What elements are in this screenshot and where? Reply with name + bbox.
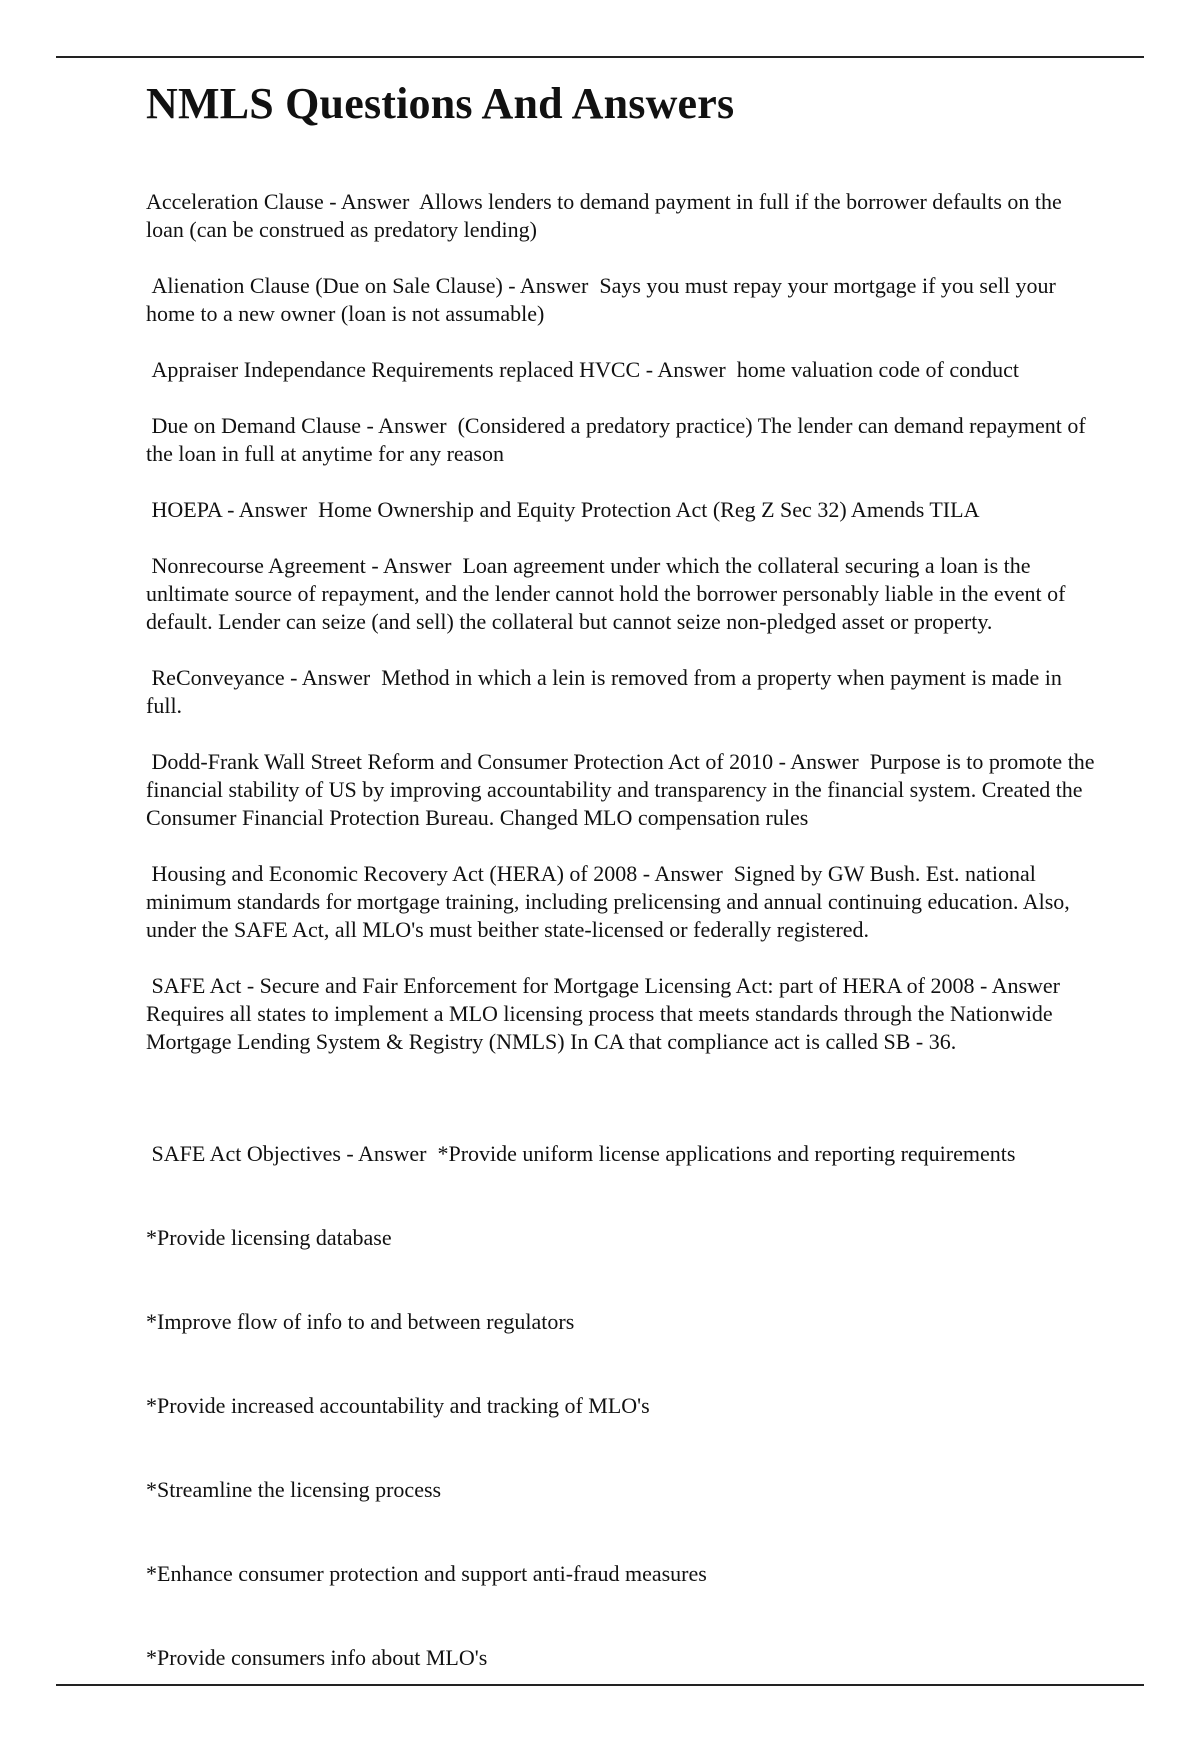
objective-item: *Enhance consumer protection and support anti-fraud measures [146,1561,707,1586]
objective-item: *Provide consumers info about MLO's [146,1645,488,1670]
top-rule [56,56,1144,58]
qa-entry-hoepa: HOEPA - Answer Home Ownership and Equity Protection Act (Reg Z Sec 32) Amends TILA [146,497,980,522]
qa-entry-safe-act-objectives [146,1084,1096,1728]
qa-entry-nonrecourse: Nonrecourse Agreement - Answer Loan agreement under which the collateral securing a loan is the unltimate source of repayment, and the lender cannot hold the borrower personably liable in the event of default. Lender can seize (and sell) the collateral but cannot seize non-pledged asset or property. [146,553,1071,634]
qa-entry-alienation-clause: Alienation Clause (Due on Sale Clause) - Answer Says you must repay your mortgage if you sell your home to a new owner (loan is not assumable) [146,273,1062,326]
qa-entry-due-on-demand: Due on Demand Clause - Answer (Considered a predatory practice) The lender can demand repayment of the loan in full at anytime for any reason [146,413,1092,466]
qa-entry-hera: Housing and Economic Recovery Act (HERA) of 2008 - Answer Signed by GW Bush. Est. national minimum standards for mortgage training, including prelicensing and annual continuing education. Also, under the SAFE Act, all MLO's must beither state-licensed or federally registered. [146,861,1076,942]
document-body [146,74,1101,1756]
qa-entry-safe-act: SAFE Act - Secure and Fair Enforcement for Mortgage Licensing Act: part of HERA of 2008 - Answer Requires all states to implement a MLO licensing process that meets standards through the Nationwide Mortgage Lending System & Registry (NMLS) In CA that compliance act is called SB - 36. [146,973,1072,1054]
objective-item: *Streamline the licensing process [146,1477,442,1502]
qa-entry-reconveyance: ReConveyance - Answer Method in which a lein is removed from a property when payment is made in full. [146,665,1068,718]
qa-list [146,188,1101,1728]
page-title: NMLS Questions And Answers [146,79,735,128]
objectives-heading: SAFE Act Objectives - Answer *Provide uniform license applications and reporting requirements [146,1141,1016,1166]
objective-item: *Provide increased accountability and tracking of MLO's [146,1393,650,1418]
qa-entry-dodd-frank: Dodd-Frank Wall Street Reform and Consumer Protection Act of 2010 - Answer Purpose is to promote the financial stability of US by improving accountability and transparency in the financial system. Created the Consumer Financial Protection Bureau. Changed MLO compensation rules [146,749,1101,830]
bottom-rule [56,1684,1144,1686]
qa-entry-appraiser-independence: Appraiser Independance Requirements replaced HVCC - Answer home valuation code of conduct [146,357,1019,382]
objective-item: *Provide licensing database [146,1225,392,1250]
qa-entry-acceleration-clause: Acceleration Clause - Answer Allows lenders to demand payment in full if the borrower defaults on the loan (can be construed as predatory lending) [146,189,1068,242]
objective-item: *Improve flow of info to and between regulators [146,1309,575,1334]
